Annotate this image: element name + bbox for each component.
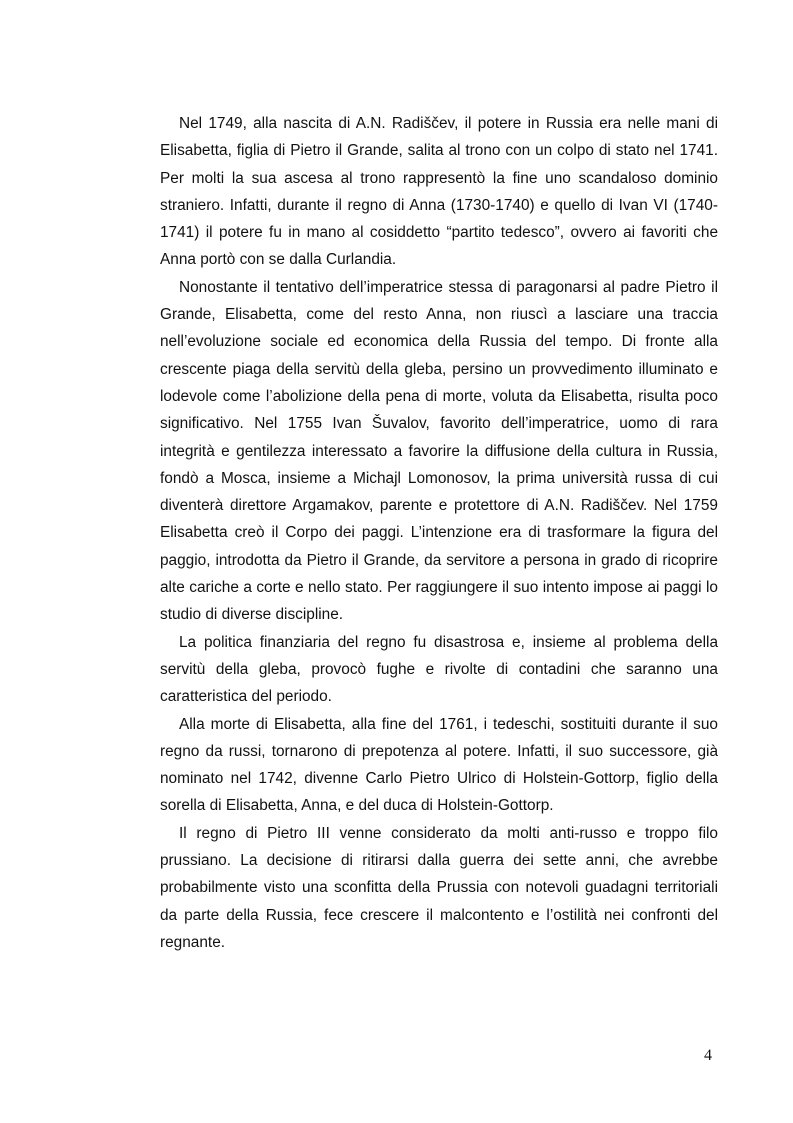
page-number: 4 <box>704 1047 712 1064</box>
paragraph-5: Il regno di Pietro III venne considerato da molti anti-russo e troppo filo prussiano. La decisione di ritirarsi dalla guerra dei sette anni, che avrebbe probabilmente visto una sconfitta della Prussia con notevoli guadagni territoriali da parte della Russia, fece crescere il malcontento e l’ostilità nei confronti del regnante. <box>160 824 718 951</box>
paragraph-3: La politica finanziaria del regno fu disastrosa e, insieme al problema della servitù della gleba, provocò fughe e rivolte di contadini che saranno una caratteristica del periodo. <box>160 633 718 706</box>
paragraph-2: Nonostante il tentativo dell’imperatrice stessa di paragonarsi al padre Pietro il Grande, Elisabetta, come del resto Anna, non riuscì a lasciare una traccia nell’evoluzione sociale ed economica della Russia del tempo. Di fronte alla crescente piaga della servitù della gleba, persino un provvedimento illuminato e lodevole come l’abolizione della pena di morte, voluta da Elisabetta, risulta poco significativo. Nel 1755 Ivan Šuvalov, favorito dell’imperatrice, uomo di rara integrità e gentilezza interessato a favorire la diffusione della cultura in Russia, fondò a Mosca, insieme a Michajl Lomonosov, la prima università russa di cui diventerà direttore Argamakov, parente e protettore di A.N. Radiščev. Nel 1759 Elisabetta creò il Corpo dei paggi. L’intenzione era di trasformare la figura del paggio, introdotta da Pietro il Grande, da servitore a persona in grado di ricoprire alte cariche a corte e nello stato. Per raggiungere il suo intento impose ai paggi lo studio di diverse discipline. <box>160 278 718 624</box>
paragraph-1: Nel 1749, alla nascita di A.N. Radiščev, il potere in Russia era nelle mani di Elisabetta, figlia di Pietro il Grande, salita al trono con un colpo di stato nel 1741. Per molti la sua ascesa al trono rappresentò la fine uno scandaloso dominio straniero. Infatti, durante il regno di Anna (1730-1740) e quello di Ivan VI (1740-1741) il potere fu in mano al cosiddetto “partito tedesco”, ovvero ai favoriti che Anna portò con se dalla Curlandia. <box>160 115 718 269</box>
body-text <box>160 110 718 956</box>
paragraph-4: Alla morte di Elisabetta, alla fine del 1761, i tedeschi, sostituiti durante il suo regno da russi, tornarono di prepotenza al potere. Infatti, il suo successore, già nominato nel 1742, divenne Carlo Pietro Ulrico di Holstein-Gottorp, figlio della sorella di Elisabetta, Anna, e del duca di Holstein-Gottorp. <box>160 715 718 815</box>
